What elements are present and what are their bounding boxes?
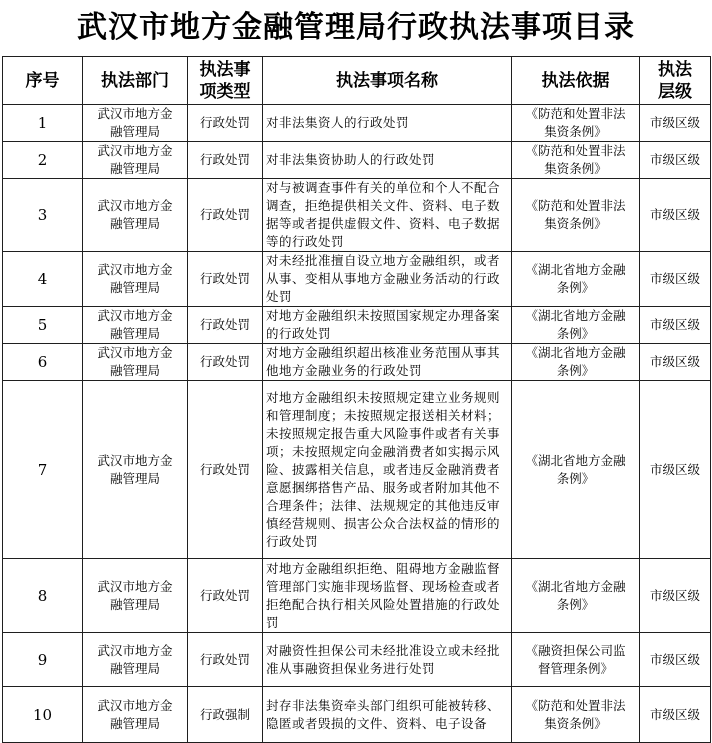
header-level <box>640 57 711 105</box>
row-level: 市级区级 <box>649 651 700 667</box>
row-enforcement-type: 行政处罚 <box>199 461 250 477</box>
row-legal-basis: 《防范和处置非法集资条例》 <box>525 106 626 139</box>
row-item-name: 对地方金融组织超出核准业务范围从事其他地方金融业务的行政处罚 <box>266 345 501 378</box>
row-level-cell <box>640 307 711 344</box>
row-legal-basis-cell <box>512 142 640 179</box>
header-dept: 执法部门 <box>83 57 188 105</box>
row-item-name: 对非法集资人的行政处罚 <box>266 115 410 130</box>
row-number: 4 <box>37 270 48 288</box>
row-number: 3 <box>37 206 48 224</box>
header-no: 序号 <box>3 57 83 105</box>
row-legal-basis: 《防范和处置非法集资条例》 <box>525 143 626 176</box>
row-department: 武汉市地方金融管理局 <box>97 345 173 378</box>
row-legal-basis-cell <box>512 307 640 344</box>
row-level-cell <box>640 252 711 307</box>
row-department-cell <box>83 252 188 307</box>
row-department-cell <box>83 633 188 687</box>
row-department: 武汉市地方金融管理局 <box>97 697 173 731</box>
row-item-name-cell <box>263 142 512 179</box>
row-item-name-cell <box>263 559 512 633</box>
row-number: 5 <box>37 316 48 334</box>
row-number: 2 <box>37 151 48 169</box>
row-number: 9 <box>37 650 48 669</box>
row-number: 7 <box>37 460 48 479</box>
row-legal-basis: 《防范和处置非法集资条例》 <box>525 198 626 231</box>
row-legal-basis: 《融资担保公司监督管理条例》 <box>525 642 626 676</box>
table-row <box>3 142 711 179</box>
row-level-cell <box>640 559 711 633</box>
row-department-cell <box>83 559 188 633</box>
row-enforcement-type: 行政处罚 <box>199 317 250 332</box>
row-level-cell <box>640 344 711 381</box>
row-number: 8 <box>37 586 48 605</box>
row-department: 武汉市地方金融管理局 <box>97 452 173 486</box>
row-level-cell <box>640 633 711 687</box>
header-basis: 执法依据 <box>512 57 640 105</box>
row-item-name-cell <box>263 687 512 743</box>
row-level: 市级区级 <box>649 317 700 332</box>
table-row <box>3 252 711 307</box>
row-legal-basis-cell <box>512 252 640 307</box>
row-enforcement-type-cell <box>188 179 263 252</box>
table-row <box>3 179 711 252</box>
enforcement-table <box>2 56 711 743</box>
row-level: 市级区级 <box>649 115 700 130</box>
row-item-name: 对地方金融组织拒绝、阻碍地方金融监督管理部门实施非现场监督、现场检查或者拒绝配合执行相关风险处置措施的行政处罚 <box>266 560 501 630</box>
row-department-cell <box>83 381 188 559</box>
row-level-cell <box>640 142 711 179</box>
row-level: 市级区级 <box>649 706 700 722</box>
row-department: 武汉市地方金融管理局 <box>97 262 173 295</box>
row-enforcement-type: 行政处罚 <box>199 271 250 286</box>
row-legal-basis-cell <box>512 105 640 142</box>
row-level: 市级区级 <box>649 271 700 286</box>
table-row <box>3 307 711 344</box>
table-row <box>3 633 711 687</box>
row-enforcement-type-cell <box>188 687 263 743</box>
row-enforcement-type-cell <box>188 381 263 559</box>
table-row <box>3 105 711 142</box>
row-number-cell <box>3 344 83 381</box>
row-item-name-cell <box>263 307 512 344</box>
row-level: 市级区级 <box>649 152 700 167</box>
table-row <box>3 687 711 743</box>
row-legal-basis-cell <box>512 687 640 743</box>
row-enforcement-type: 行政处罚 <box>199 651 250 667</box>
row-enforcement-type: 行政处罚 <box>199 587 250 603</box>
row-legal-basis-cell <box>512 381 640 559</box>
row-department-cell <box>83 105 188 142</box>
row-number-cell <box>3 179 83 252</box>
table-row <box>3 381 711 559</box>
row-item-name-cell <box>263 252 512 307</box>
row-enforcement-type-cell <box>188 105 263 142</box>
row-number: 6 <box>37 353 48 371</box>
row-enforcement-type-cell <box>188 307 263 344</box>
row-legal-basis: 《湖北省地方金融条例》 <box>525 345 626 378</box>
header-type-text: 执法事项类型 <box>199 59 251 102</box>
row-legal-basis-cell <box>512 559 640 633</box>
row-item-name: 对地方金融组织未按照国家规定办理备案的行政处罚 <box>266 308 501 341</box>
row-legal-basis: 《湖北省地方金融条例》 <box>525 262 626 295</box>
row-department: 武汉市地方金融管理局 <box>97 198 173 231</box>
table-row <box>3 559 711 633</box>
row-enforcement-type-cell <box>188 252 263 307</box>
row-number-cell <box>3 687 83 743</box>
row-legal-basis: 《湖北省地方金融条例》 <box>525 308 626 341</box>
row-enforcement-type: 行政处罚 <box>199 115 250 130</box>
row-item-name-cell <box>263 105 512 142</box>
row-item-name-cell <box>263 344 512 381</box>
row-item-name: 封存非法集资牵头部门组织可能被转移、隐匿或者毁损的文件、资料、电子设备 <box>266 697 501 731</box>
row-number-cell <box>3 381 83 559</box>
row-enforcement-type-cell <box>188 344 263 381</box>
row-department-cell <box>83 307 188 344</box>
row-department-cell <box>83 179 188 252</box>
table-row <box>3 344 711 381</box>
row-item-name-cell <box>263 633 512 687</box>
header-level-text: 执法层级 <box>658 59 692 102</box>
row-number-cell <box>3 105 83 142</box>
row-enforcement-type-cell <box>188 142 263 179</box>
row-legal-basis-cell <box>512 633 640 687</box>
row-enforcement-type: 行政处罚 <box>199 354 250 369</box>
row-level-cell <box>640 381 711 559</box>
document-title: 武汉市地方金融管理局行政执法事项目录 <box>77 10 635 45</box>
row-department: 武汉市地方金融管理局 <box>97 578 173 612</box>
row-department-cell <box>83 687 188 743</box>
row-number-cell <box>3 252 83 307</box>
row-number-cell <box>3 307 83 344</box>
row-department-cell <box>83 142 188 179</box>
row-enforcement-type: 行政处罚 <box>199 207 250 222</box>
row-number-cell <box>3 633 83 687</box>
row-item-name-cell <box>263 179 512 252</box>
row-department: 武汉市地方金融管理局 <box>97 308 173 341</box>
row-number: 1 <box>37 114 48 132</box>
row-enforcement-type-cell <box>188 559 263 633</box>
row-number-cell <box>3 559 83 633</box>
row-number: 10 <box>32 705 53 724</box>
row-level-cell <box>640 105 711 142</box>
row-legal-basis-cell <box>512 179 640 252</box>
row-enforcement-type-cell <box>188 633 263 687</box>
row-item-name: 对融资性担保公司未经批准设立或未经批准从事融资担保业务进行处罚 <box>266 642 501 676</box>
row-item-name: 对与被调查事件有关的单位和个人不配合调查，拒绝提供相关文件、资料、电子数据等或者提供虚假文件、资料、电子数据等的行政处罚 <box>266 180 501 249</box>
row-department: 武汉市地方金融管理局 <box>97 143 173 176</box>
row-item-name: 对地方金融组织未按照规定建立业务规则和管理制度；未按照规定报送相关材料；未按照规定报告重大风险事件或者有关事项；未按照规定向金融消费者如实揭示风险、披露相关信息，或者违反金融消费者意愿捆绑搭售产品、服务或者附加其他不合理条件；法律、法规规定的其他违反审慎经营规则、损害公众合法权益的情形的行政处罚 <box>266 389 501 549</box>
row-legal-basis: 《湖北省地方金融条例》 <box>525 578 626 612</box>
row-level: 市级区级 <box>649 207 700 222</box>
row-department: 武汉市地方金融管理局 <box>97 642 173 676</box>
row-item-name: 对未经批准擅自设立地方金融组织，或者从事、变相从事地方金融业务活动的行政处罚 <box>266 253 501 304</box>
row-department-cell <box>83 344 188 381</box>
row-level-cell <box>640 179 711 252</box>
row-legal-basis: 《湖北省地方金融条例》 <box>525 452 626 486</box>
row-level-cell <box>640 687 711 743</box>
row-item-name: 对非法集资协助人的行政处罚 <box>266 152 436 167</box>
header-name: 执法事项名称 <box>263 57 512 105</box>
row-enforcement-type: 行政处罚 <box>199 152 250 167</box>
row-item-name-cell <box>263 381 512 559</box>
row-level: 市级区级 <box>649 461 700 477</box>
row-enforcement-type: 行政强制 <box>199 706 250 722</box>
header-row <box>3 57 711 105</box>
row-level: 市级区级 <box>649 354 700 369</box>
header-type <box>188 57 263 105</box>
row-legal-basis-cell <box>512 344 640 381</box>
row-department: 武汉市地方金融管理局 <box>97 106 173 139</box>
row-legal-basis: 《防范和处置非法集资条例》 <box>525 697 626 731</box>
row-level: 市级区级 <box>649 587 700 603</box>
row-number-cell <box>3 142 83 179</box>
